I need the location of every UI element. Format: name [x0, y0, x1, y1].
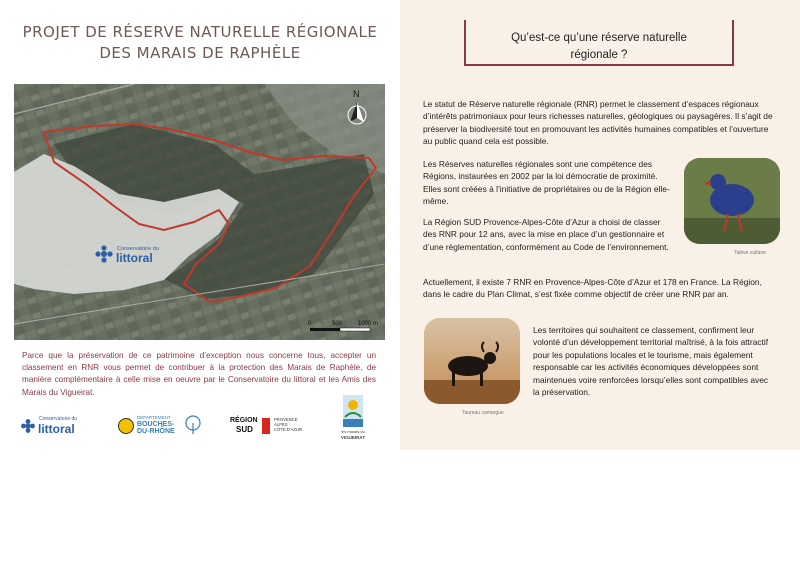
- question-title: [466, 30, 732, 64]
- departement-line-2: BOUCHES-: [137, 421, 175, 428]
- region-small-2: ALPES: [274, 422, 288, 427]
- vigueirat-line-2: VIGUEIRAT: [340, 435, 366, 440]
- region-small-3: CÔTE D'AZUR: [274, 427, 303, 432]
- departement-emblem-icon: [118, 418, 134, 434]
- tree-icon: [184, 415, 202, 435]
- paragraph-competence: Les Réserves naturelles régionales sont une compétence des Régions, instaurées en 2002 par la loi démocratie de proximité. Elles sont créées à l’initiative de propriétaires ou de la Région elle-même.: [423, 159, 670, 207]
- left-panel: [0, 0, 400, 450]
- caption-bull: Taureau camargue: [462, 410, 504, 416]
- logo-vigueirat: [336, 395, 370, 451]
- conservatoire-logo-line-1: Conservatoire du: [39, 416, 78, 422]
- map-logo-line-1: Conservatoire du: [117, 246, 159, 252]
- scale-label-0: 0: [308, 321, 312, 327]
- conservatoire-logo-line-2: littoral: [38, 422, 75, 436]
- caption-bird: Talève sultane: [734, 250, 766, 256]
- region-flag-icon: [262, 418, 270, 434]
- question-box: [464, 20, 734, 66]
- north-label: N: [353, 89, 360, 99]
- conservatoire-flower-icon: [20, 418, 36, 434]
- right-panel: [400, 0, 800, 450]
- photo-taleve-sultane: [684, 158, 780, 244]
- intro-paragraph: Parce que la préservation de ce patrimoine d’exception nous concerne tous, accepter un classement en RNR vous permet de contribuer à la protection des Marais de Raphèle, de manière complémentaire à celle mise en oeuvre par le Conservatoire du littoral et les Amis des Marais du Vigueirat.: [22, 351, 376, 397]
- scale-label-1000: 1000 m: [358, 321, 379, 327]
- paragraph-territoires: Les territoires qui souhaitent ce classement, confirment leur volonté d’un développement territorial maîtrisé, à la fois attractif pour les populations locales et le tourisme, mais également responsable car les activités économiques développées sont maintenues voire renforcées lorsqu’elles sont compatibles avec la préservation.: [533, 325, 769, 398]
- partner-logos: [18, 395, 388, 450]
- page-title: [0, 22, 400, 64]
- aerial-map: [14, 84, 385, 340]
- region-line-1: RÉGION: [230, 417, 258, 424]
- question-line-2: régionale ?: [570, 49, 628, 61]
- logo-departement: [118, 415, 208, 439]
- vigueirat-bird-icon: [343, 395, 363, 427]
- vigueirat-line-1: les marais du: [341, 429, 365, 434]
- scale-bar: [310, 328, 370, 331]
- paragraph-statut: Le statut de Réserve naturelle régionale (RNR) permet le classement d’espaces régionaux d’intérêts patrimoniaux pour leurs richesses naturelles, géologiques ou paysagères. Il s’agit de préserver la biodiversité tout en promouvant les activités humaines compatibles et l’ouverture au public quand cela est possible.: [423, 99, 773, 147]
- departement-line-1: DÉPARTEMENT: [137, 415, 171, 420]
- bird-icon: [684, 158, 780, 244]
- departement-line-3: DU-RHÔNE: [137, 428, 175, 435]
- logo-conservatoire: [18, 415, 98, 439]
- region-line-2: SUD: [236, 425, 253, 434]
- title-line-2: DES MARAIS DE RAPHÈLE: [99, 44, 301, 62]
- map-logo-line-2: littoral: [116, 251, 153, 265]
- bull-icon: [424, 318, 520, 404]
- logo-region-sud: [230, 415, 310, 439]
- question-line-1: Qu’est-ce qu’une réserve naturelle: [511, 32, 687, 44]
- title-line-1: PROJET DE RÉSERVE NATURELLE RÉGIONALE: [22, 23, 378, 41]
- map-graphic: [14, 84, 385, 340]
- photo-taureau-camargue: [424, 318, 520, 404]
- paragraph-region-sud: La Région SUD Provence-Alpes-Côte d’Azur a choisi de classer des RNR pour 12 ans, avec la mise en place d’un gestionnaire et d’une règlementation, conformément au Code de l’environnement.: [423, 217, 669, 252]
- paragraph-actuellement: Actuellement, il existe 7 RNR en Provence-Alpes-Côte d’Azur et 178 en France. La Région, dans le cadre du Plan Climat, s’est fixée comme objectif de créer une RNR par an.: [423, 277, 762, 300]
- region-small-1: PROVENCE: [274, 417, 298, 422]
- scale-label-500: 500: [332, 321, 343, 327]
